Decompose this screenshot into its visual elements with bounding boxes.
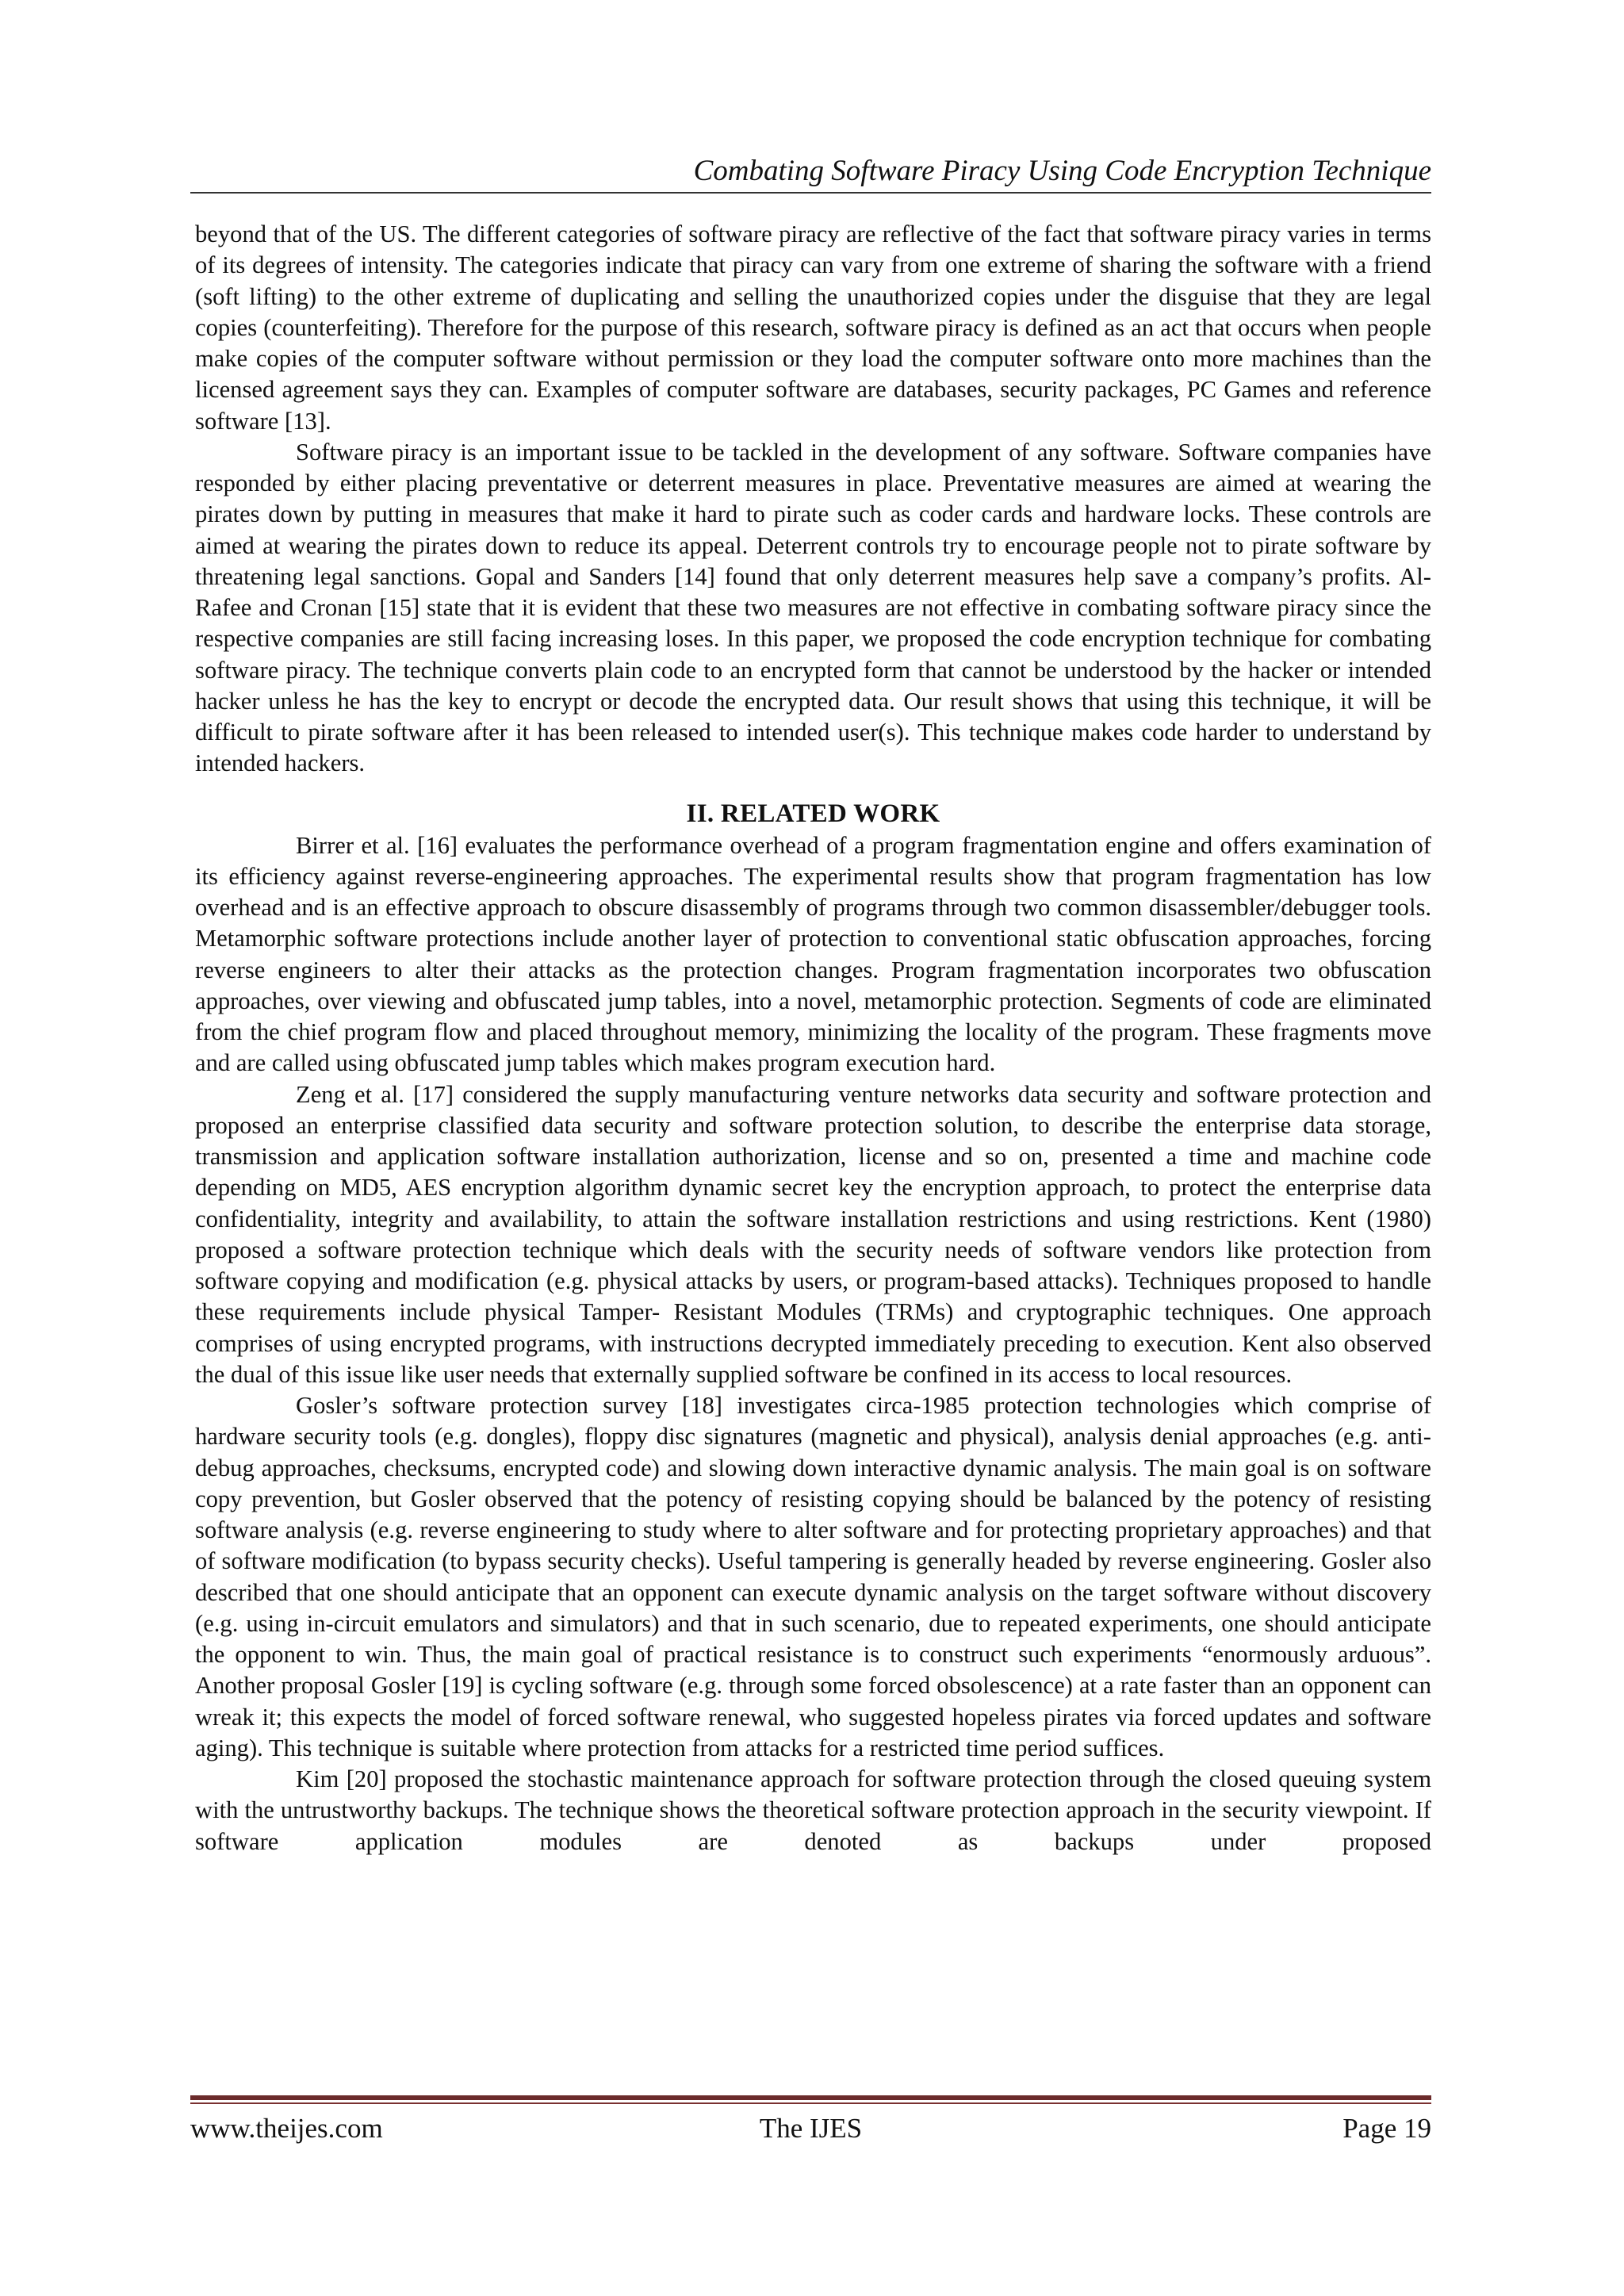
- paragraph-3: Birrer et al. [16] evaluates the performance overhead of a program fragmentation engine and offers examination of its efficiency against reverse-engineering approaches. The experimental results show that program fragmentation has low overhead and is an effective approach to obscure disassembly of programs through two common disassembler/debugger tools. Metamorphic software protections include another layer of protection to conventional static obfuscation approaches, forcing reverse engineers to alter their attacks as the protection changes. Program fragmentation incorporates two obfuscation approaches, over viewing and obfuscated jump tables, into a novel, metamorphic protection. Segments of code are eliminated from the chief program flow and placed throughout memory, minimizing the locality of the program. These fragments move and are called using obfuscated jump tables which makes program execution hard.: [195, 831, 1431, 1077]
- paragraph-2: Software piracy is an important issue to be tackled in the development of any software. Software companies have responded by either placing preventative or deterrent measures in place. Preventative measures are aimed at wearing the pirates down by putting in measures that make it hard to pirate such as coder cards and hardware locks. These controls are aimed at wearing the pirates down to reduce its appeal. Deterrent controls try to encourage people not to pirate software by threatening legal sanctions. Gopal and Sanders [14] found that only deterrent measures help save a company’s profits. Al-Rafee and Cronan [15] state that it is evident that these two measures are not effective in combating software piracy since the respective companies are still facing increasing loses. In this paper, we proposed the code encryption technique for combating software piracy. The technique converts plain code to an encrypted form that cannot be understood by the hacker or intended hacker unless he has the key to encrypt or decode the encrypted data. Our result shows that using this technique, it will be difficult to pirate software after it has been released to intended user(s). This technique makes code harder to understand by intended hackers.: [195, 438, 1431, 777]
- paragraph-1: beyond that of the US. The different categories of software piracy are reflective of the fact that software piracy varies in terms of its degrees of intensity. The categories indicate that piracy can vary from one extreme of sharing the software with a friend (soft lifting) to the other extreme of duplicating and selling the unauthorized copies under the disguise that they are legal copies (counterfeiting). Therefore for the purpose of this research, software piracy is defined as an act that occurs when people make copies of the computer software without permission or they load the computer software onto more machines than the licensed agreement says they can. Examples of computer software are databases, security packages, PC Games and reference software [13].: [195, 220, 1431, 435]
- footer-website: www.theijes.com: [190, 2113, 383, 2144]
- page-footer: [190, 2111, 1431, 2146]
- paragraph-5: Gosler’s software protection survey [18] investigates circa-1985 protection technologies which comprise of hardware security tools (e.g. dongles), floppy disc signatures (magnetic and physical), analysis denial approaches (e.g. anti-debug approaches, checksums, encrypted code) and slowing down interactive dynamic analysis. The main goal is on software copy prevention, but Gosler observed that the potency of resisting copying should be balanced by the potency of resisting software analysis (e.g. reverse engineering to study where to alter software and for protecting proprietary approaches) and that of software modification (to bypass security checks). Useful tampering is generally headed by reverse engineering. Gosler also described that one should anticipate that an opponent can execute dynamic analysis on the target software without discovery (e.g. using in-circuit emulators and simulators) and that in such scenario, due to repeated experiments, one should anticipate the opponent to win. Thus, the main goal of practical resistance is to construct such experiments “enormously arduous”. Another proposal Gosler [19] is cycling software (e.g. through some forced obsolescence) at a rate faster than an opponent can wreak it; this expects the model of forced software renewal, who suggested hopeless pirates via forced updates and software aging). This technique is suitable where protection from attacks for a restricted time period suffices.: [195, 1392, 1431, 1761]
- footer-rule-thin: [190, 2102, 1431, 2104]
- article-body: [195, 219, 1431, 1857]
- footer-journal: The IJES: [759, 2113, 863, 2144]
- section-heading-related-work: II. RELATED WORK: [686, 799, 940, 828]
- footer-rule-thick: [190, 2095, 1431, 2100]
- footer-page-number: Page 19: [1342, 2113, 1431, 2144]
- paragraph-6: Kim [20] proposed the stochastic maintenance approach for software protection through the closed queuing system with the untrustworthy backups. The technique shows the theoretical software protection approach in the security viewpoint. If software application modules are denoted as backups under proposed: [195, 1765, 1431, 1855]
- paragraph-4: Zeng et al. [17] considered the supply manufacturing venture networks data security and software protection and proposed an enterprise classified data security and software protection solution, to describe the enterprise data storage, transmission and application software installation authorization, license and so on, presented a time and machine code depending on MD5, AES encryption algorithm dynamic secret key the encryption approach, to protect the enterprise data confidentiality, integrity and availability, to attain the software installation restrictions and using restrictions. Kent (1980) proposed a software protection technique which deals with the security needs of software vendors like protection from software copying and modification (e.g. physical attacks by users, or program-based attacks). Techniques proposed to handle these requirements include physical Tamper- Resistant Modules (TRMs) and cryptographic techniques. One approach comprises of using encrypted programs, with instructions decrypted immediately preceding to execution. Kent also observed the dual of this issue like user needs that externally supplied software be confined in its access to local resources.: [195, 1080, 1431, 1388]
- running-title: Combating Software Piracy Using Code Encryption Technique: [693, 155, 1431, 187]
- header-rule: [190, 192, 1431, 194]
